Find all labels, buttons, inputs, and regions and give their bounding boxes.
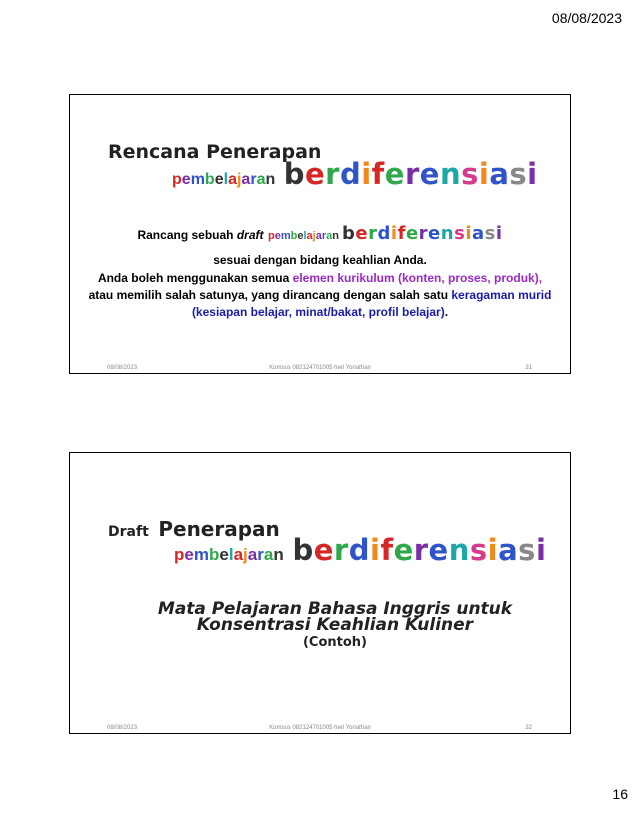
title-line-1: Rencana Penerapan <box>108 141 322 163</box>
p3-a: Anda boleh menggunakan semua <box>97 271 293 285</box>
p1-draft: draft <box>236 228 264 242</box>
subtitle-line-1: Mata Pelajaran Bahasa Inggris untuk <box>157 599 513 619</box>
p1-word-berdiferensiasi: berdiferensiasi <box>342 223 503 244</box>
page-date: 08/08/2023 <box>551 10 622 26</box>
footer-text: Komsus 082124701005 heri Yonathan <box>269 725 371 731</box>
p3-d: atau memilih salah satunya, yang dirancang dengan salah satu <box>88 288 449 302</box>
p3-f: . <box>444 305 449 319</box>
footer-slide-number: 31 <box>525 365 532 371</box>
paragraph-2: sesuai dengan bidang keahlian Anda. <box>213 253 427 267</box>
title-word-pembelajaran: pembelajaran <box>174 545 284 564</box>
paragraph-3 <box>84 270 556 321</box>
paragraph-1 <box>70 223 570 244</box>
page-number: 16 <box>612 786 628 802</box>
title-word-berdiferensiasi: berdiferensiasi <box>292 533 547 567</box>
title-draft: Draft <box>108 524 149 540</box>
footer-date: 08/08/2023 <box>107 725 138 731</box>
title-word-berdiferensiasi: berdiferensiasi <box>283 157 538 191</box>
subtitle-line-3: (Contoh) <box>302 635 367 650</box>
slide-32 <box>69 452 571 734</box>
slide-31 <box>69 94 571 374</box>
p3-b: elemen kurikulum (konten, proses, <box>292 271 491 285</box>
p3-c: produk), <box>494 271 543 285</box>
title-line-2 <box>174 533 546 567</box>
footer-date: 08/08/2023 <box>107 365 138 371</box>
subtitle-line-2: Konsentrasi Keahlian Kuliner <box>196 615 474 635</box>
footer-slide-number: 32 <box>525 725 532 731</box>
title-line-2 <box>172 157 538 191</box>
p1-word-pembelajaran: pembelajaran <box>267 230 339 242</box>
p3-e: keragaman murid (kesiapan belajar, minat/bakat, profil belajar) <box>191 288 552 319</box>
p1-prefix: Rancang sebuah <box>137 228 237 242</box>
title-line-1: Penerapan <box>158 517 280 541</box>
title-word-pembelajaran: pembelajaran <box>172 171 276 188</box>
footer-text: Komsus 082124701005 heri Yonathan <box>269 365 371 371</box>
